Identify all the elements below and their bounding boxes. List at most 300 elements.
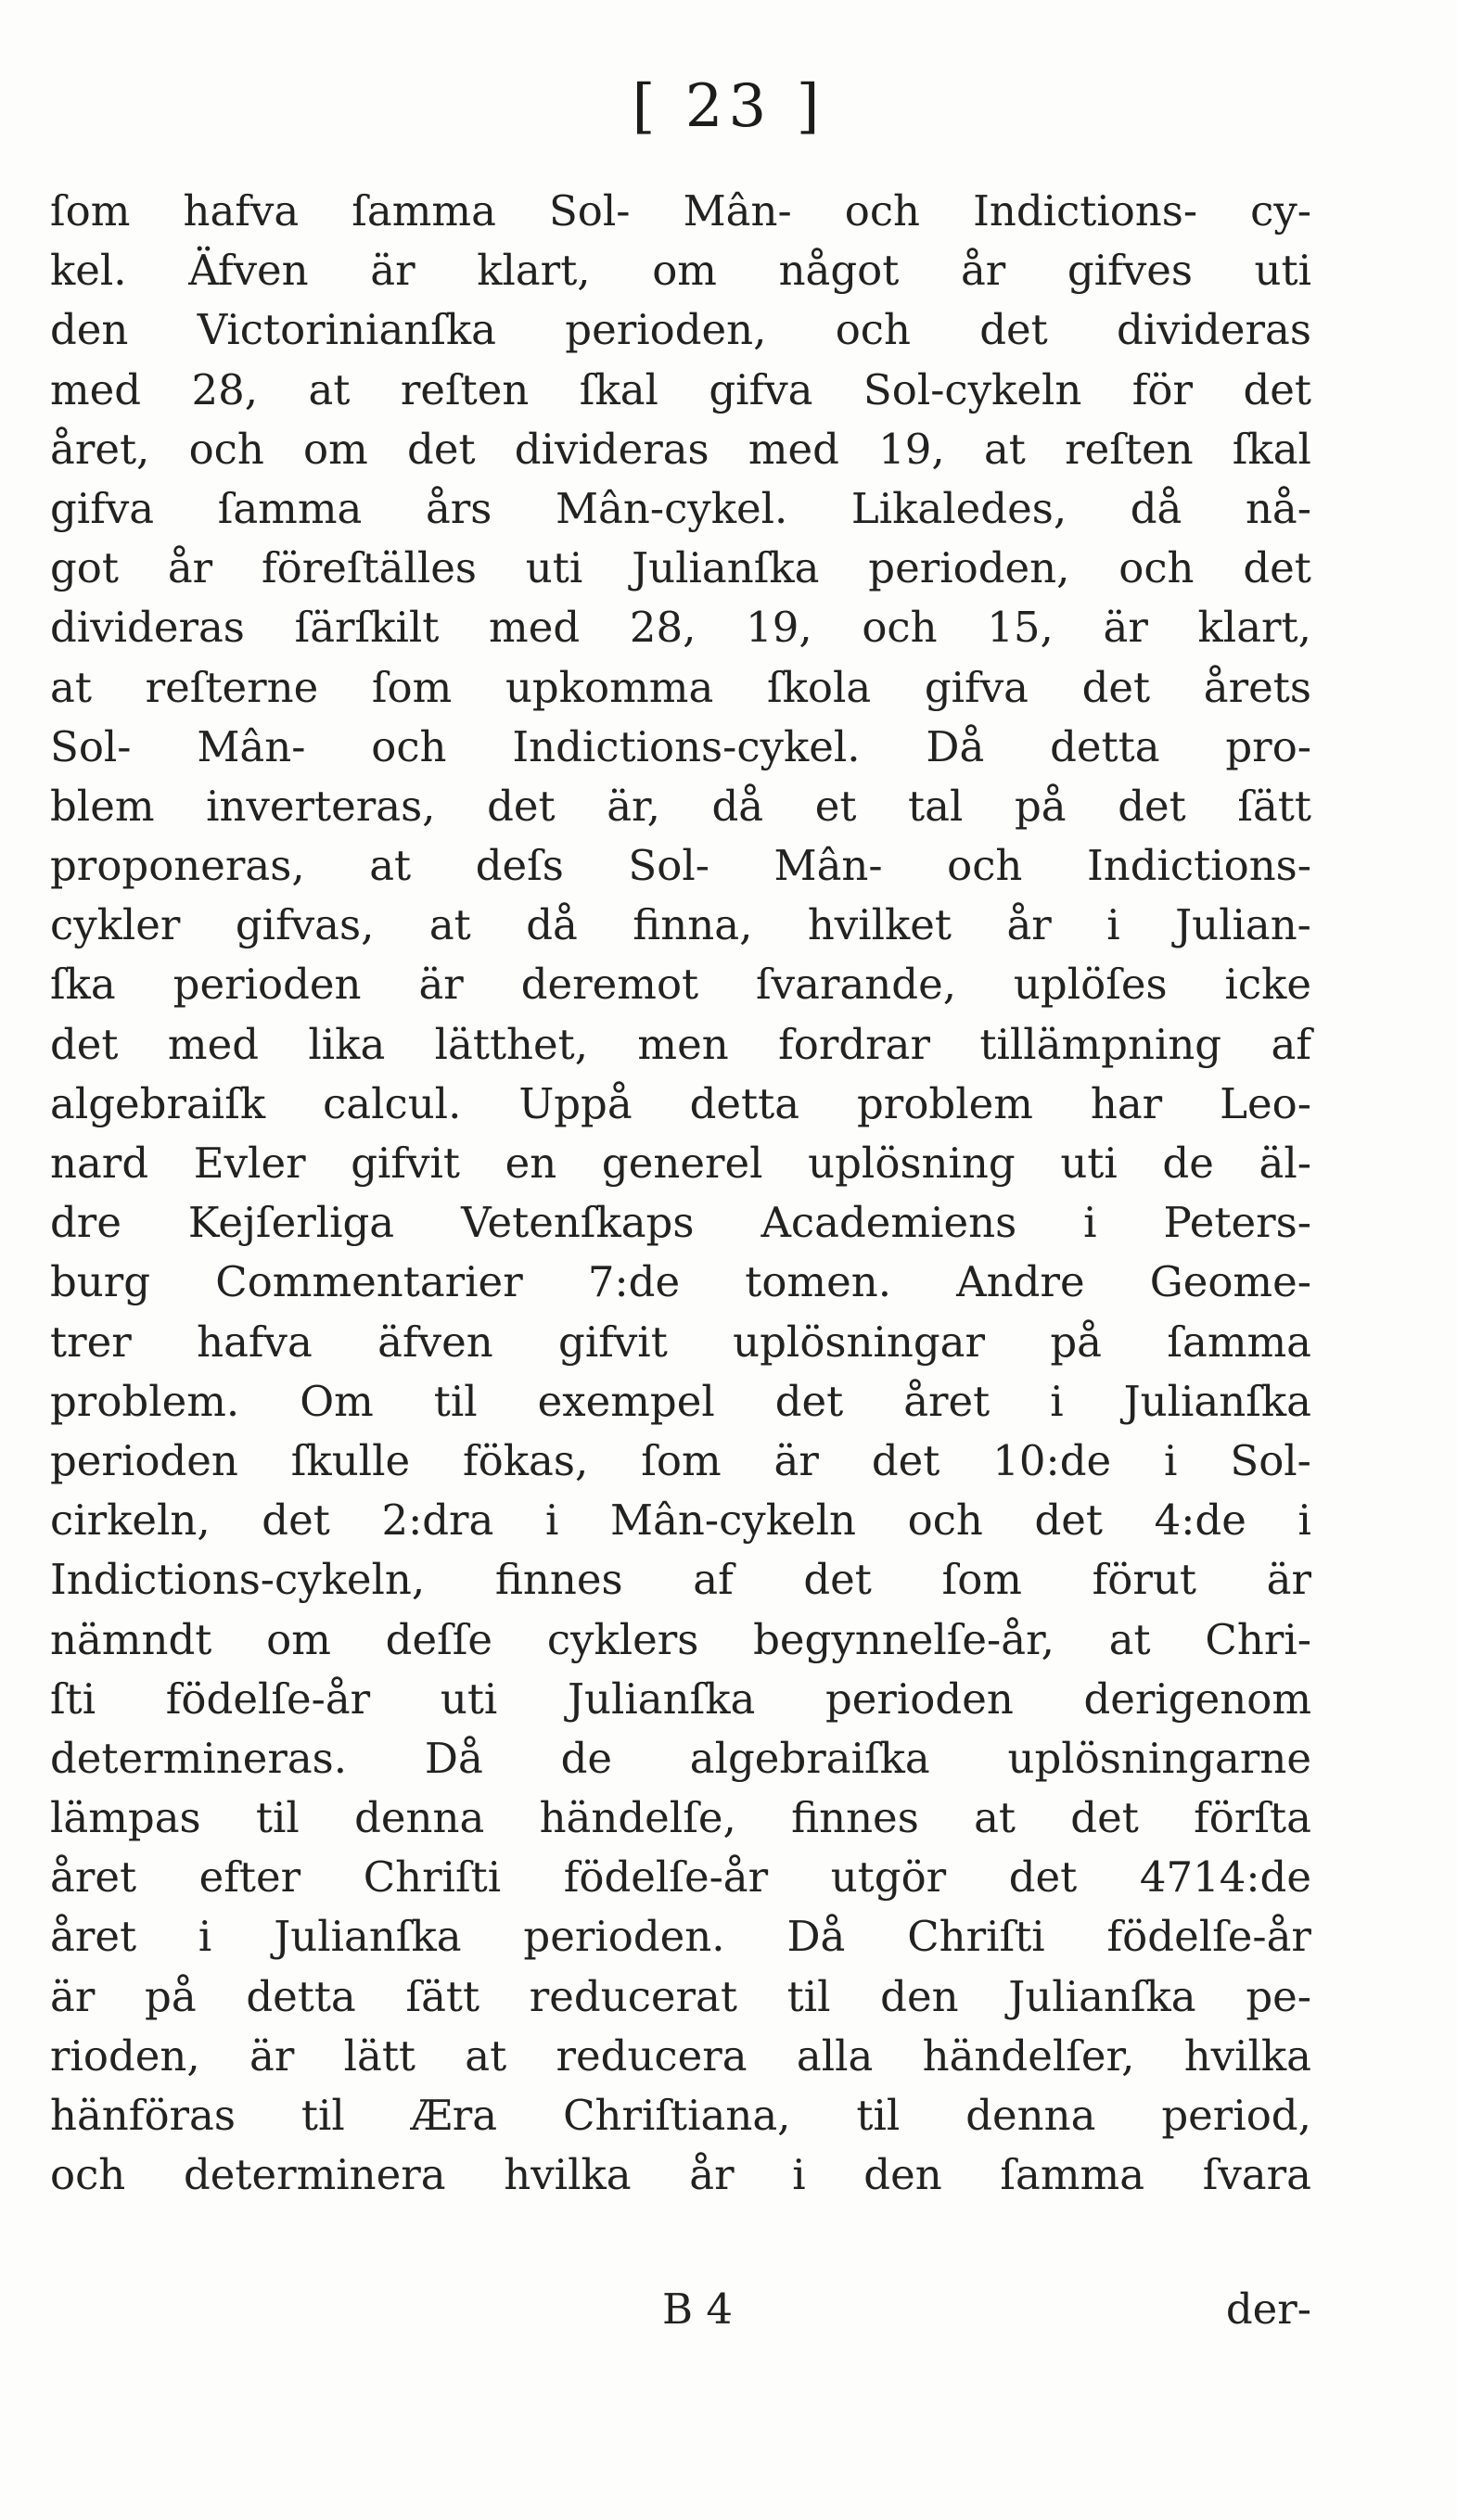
word: ſkulle xyxy=(290,1435,411,1485)
word: året xyxy=(903,1376,991,1426)
word: lika xyxy=(308,1019,386,1069)
word: det xyxy=(1008,1852,1078,1903)
word: hvilka xyxy=(504,2150,632,2200)
word: til xyxy=(255,1793,300,1843)
word: i xyxy=(792,2150,806,2200)
text-line xyxy=(50,361,1311,420)
word: det xyxy=(803,1555,872,1605)
word: det xyxy=(1243,543,1311,593)
word: hafva xyxy=(183,186,300,235)
word: problem xyxy=(857,1078,1033,1128)
word: då xyxy=(1130,483,1182,533)
signature-mark: B 4 xyxy=(662,2285,734,2334)
word: ſätt xyxy=(405,1971,480,2021)
word: gifvit xyxy=(558,1317,668,1367)
word: tal xyxy=(908,781,964,831)
word: detta xyxy=(1050,721,1160,771)
word: Mân- xyxy=(683,186,792,235)
word: Sol- xyxy=(1230,1435,1311,1485)
text-line xyxy=(50,896,1311,955)
word: året, xyxy=(50,424,150,474)
word: ſti xyxy=(50,1674,96,1724)
word: Julianſka xyxy=(1008,1971,1196,2021)
word: nå- xyxy=(1245,483,1311,533)
word: Indictions- xyxy=(973,186,1198,235)
word: finnes xyxy=(494,1555,623,1605)
body-text xyxy=(50,182,1311,2205)
word: perioden xyxy=(173,960,362,1010)
word: födelſe-år xyxy=(1106,1912,1311,1962)
word: händelſe, xyxy=(539,1793,736,1843)
word: trer xyxy=(50,1317,132,1367)
word: på xyxy=(145,1971,197,2021)
text-line xyxy=(50,1432,1311,1491)
word: nämndt xyxy=(50,1614,212,1664)
word: Geome- xyxy=(1149,1257,1311,1307)
word: ſom xyxy=(371,662,453,712)
word: i xyxy=(1083,1198,1097,1248)
word: Då xyxy=(786,1912,846,1962)
text-line xyxy=(50,1313,1311,1372)
word: och xyxy=(371,721,447,771)
word: en xyxy=(505,1139,557,1188)
word: Chriſti xyxy=(907,1912,1045,1962)
word: det xyxy=(262,1495,330,1546)
text-line xyxy=(50,836,1311,896)
word: ſätt xyxy=(1237,781,1311,831)
word: Mân-cykeln xyxy=(610,1495,856,1546)
word: gifva xyxy=(50,483,155,533)
word: generel xyxy=(601,1139,763,1188)
text-line xyxy=(50,1967,1311,2027)
word: de xyxy=(560,1733,612,1783)
word: inverteras, xyxy=(206,781,436,831)
word: det xyxy=(1070,1793,1139,1843)
word: ſärſkilt xyxy=(294,603,440,653)
word: ſkal xyxy=(579,364,658,414)
word: at xyxy=(465,2030,507,2081)
text-line xyxy=(50,241,1311,300)
word: at xyxy=(308,364,351,414)
text-line xyxy=(50,777,1311,836)
word: Äfven xyxy=(188,246,309,296)
word: Leo- xyxy=(1220,1078,1311,1128)
word: cykler xyxy=(50,900,181,950)
word: Mân-cykel. xyxy=(555,483,788,533)
word: finnes xyxy=(791,1793,919,1843)
word: burg xyxy=(50,1257,151,1307)
text-line xyxy=(50,420,1311,479)
word: med xyxy=(167,1019,260,1069)
word: lätthet, xyxy=(434,1019,589,1069)
word: men xyxy=(637,1019,729,1069)
word: och xyxy=(50,2150,126,2200)
word: för xyxy=(1131,364,1194,414)
text-line xyxy=(50,658,1311,718)
word: Julianſka xyxy=(567,1674,756,1724)
text-line xyxy=(50,1134,1311,1193)
text-line xyxy=(50,1729,1311,1788)
word: blem xyxy=(50,781,155,831)
word: til xyxy=(433,1376,478,1426)
word: ſom xyxy=(641,1435,722,1485)
word: uplöſes xyxy=(1013,960,1168,1010)
word: gifva xyxy=(709,364,813,414)
word: Uppå xyxy=(518,1078,633,1128)
word: händelſer, xyxy=(922,2030,1135,2081)
text-line xyxy=(50,718,1311,777)
word: 19, xyxy=(746,603,812,653)
text-line xyxy=(50,182,1311,241)
word: ſka xyxy=(50,960,116,1010)
word: reducerat xyxy=(529,1971,737,2021)
text-line xyxy=(50,1788,1311,1848)
word: 2:dra xyxy=(381,1495,494,1546)
word: reducera xyxy=(556,2030,748,2081)
word: ſamma xyxy=(217,483,363,533)
text-line xyxy=(50,955,1311,1014)
word: Vetenſkaps xyxy=(461,1198,695,1248)
word: at xyxy=(1108,1614,1151,1664)
word: deſs xyxy=(475,841,564,891)
word: Evler xyxy=(193,1139,306,1188)
word: Sol- xyxy=(548,186,631,235)
word: deremot xyxy=(520,960,699,1010)
word: och xyxy=(844,186,921,235)
word: är xyxy=(50,1971,96,2021)
text-line xyxy=(50,2086,1311,2145)
word: hafva xyxy=(197,1317,313,1367)
word: Då xyxy=(424,1733,483,1783)
word: i xyxy=(1297,1495,1311,1546)
word: Sol- xyxy=(50,721,132,771)
word: 4714:de xyxy=(1139,1852,1311,1903)
catchword: der- xyxy=(1225,2285,1311,2334)
word: ſvara xyxy=(1202,2150,1311,2200)
word: Om xyxy=(300,1376,374,1426)
word: at xyxy=(974,1793,1016,1843)
word: Chriſtiana, xyxy=(563,2091,791,2140)
word: til xyxy=(786,1971,831,2021)
word: finna, xyxy=(633,900,753,950)
word: gifves xyxy=(1067,246,1193,296)
text-line xyxy=(50,1610,1311,1670)
word: icke xyxy=(1224,960,1311,1010)
word: Julian- xyxy=(1175,900,1311,950)
word: pro- xyxy=(1225,721,1311,771)
word: begynnelſe-år, xyxy=(753,1614,1054,1664)
word: deſſe xyxy=(385,1614,493,1664)
word: med xyxy=(50,364,142,414)
word: denna xyxy=(354,1793,485,1843)
text-line xyxy=(50,1075,1311,1134)
word: året xyxy=(50,1912,137,1962)
word: Likaledes, xyxy=(850,483,1067,533)
word: om xyxy=(303,424,368,474)
word: got xyxy=(50,543,119,593)
word: är xyxy=(773,1435,819,1485)
word: har xyxy=(1090,1078,1163,1128)
word: exempel xyxy=(537,1376,715,1426)
word: at xyxy=(428,900,471,950)
text-line xyxy=(50,2027,1311,2086)
word: klart, xyxy=(477,246,591,296)
word: pe- xyxy=(1246,1971,1311,2021)
word: uplösning xyxy=(808,1139,1016,1188)
word: divideras xyxy=(50,603,245,653)
word: Victorinianſka xyxy=(197,305,497,355)
word: perioden xyxy=(824,1674,1014,1724)
word: det xyxy=(50,1019,119,1069)
text-line xyxy=(50,300,1311,360)
word: uti xyxy=(1060,1139,1118,1188)
word: förſta xyxy=(1194,1793,1311,1843)
word: med xyxy=(748,424,839,474)
word: och xyxy=(835,305,911,355)
word: Commentarier xyxy=(215,1257,523,1307)
word: alla xyxy=(796,2030,874,2081)
word: detta xyxy=(689,1078,800,1128)
word: födelſe-år xyxy=(165,1674,371,1724)
word: period, xyxy=(1161,2091,1311,2140)
word: Indictions-cykeln, xyxy=(50,1555,426,1605)
word: 4:de xyxy=(1154,1495,1246,1546)
text-line xyxy=(50,1907,1311,1966)
text-line xyxy=(50,539,1311,598)
word: Academiens xyxy=(760,1198,1017,1248)
word: något xyxy=(778,246,900,296)
word: hänföras xyxy=(50,2091,236,2140)
text-line xyxy=(50,598,1311,657)
word: är xyxy=(1103,603,1148,653)
word: algebraiſk xyxy=(50,1078,266,1128)
word: Peters- xyxy=(1163,1198,1311,1248)
word: i xyxy=(1050,1376,1064,1426)
word: är xyxy=(418,960,464,1010)
word: et xyxy=(814,781,857,831)
page-footer xyxy=(50,2285,1311,2349)
word: ſom xyxy=(50,186,131,235)
word: med xyxy=(489,603,581,653)
text-line xyxy=(50,1848,1311,1907)
word: Julianſka xyxy=(1123,1376,1311,1426)
word: 7:de xyxy=(587,1257,681,1307)
word: tillämpning xyxy=(979,1019,1222,1069)
word: determinera xyxy=(183,2150,446,2200)
text-line xyxy=(50,1670,1311,1729)
word: 15, xyxy=(987,603,1054,653)
word: Indictions-cykel. xyxy=(512,721,861,771)
word: då xyxy=(711,781,764,831)
word: uti xyxy=(440,1674,498,1724)
word: calcul. xyxy=(323,1078,462,1128)
word: derigenom xyxy=(1083,1674,1311,1724)
word: upkomma xyxy=(505,662,714,712)
word: algebraiſka xyxy=(689,1733,930,1783)
word: äfven xyxy=(377,1317,493,1367)
word: år xyxy=(960,246,1006,296)
word: året xyxy=(50,1852,137,1903)
word: klart, xyxy=(1197,603,1311,653)
word: och xyxy=(907,1495,983,1546)
word: i xyxy=(1164,1435,1178,1485)
text-line xyxy=(50,2145,1311,2205)
word: förut xyxy=(1092,1555,1196,1605)
word: at xyxy=(983,424,1026,474)
word: dre xyxy=(50,1198,121,1248)
word: at xyxy=(369,841,412,891)
word: determineras. xyxy=(50,1733,348,1783)
word: detta xyxy=(246,1971,356,2021)
word: Chri- xyxy=(1205,1614,1311,1664)
word: 10:de xyxy=(992,1435,1112,1485)
word: är, xyxy=(607,781,660,831)
word: reſten xyxy=(1065,424,1194,474)
word: 19, xyxy=(878,424,945,474)
word: gifvas, xyxy=(235,900,375,950)
word: födelſe-år xyxy=(563,1852,769,1903)
word: det xyxy=(1243,364,1311,414)
text-line xyxy=(50,1550,1311,1610)
word: at xyxy=(50,662,92,712)
text-line xyxy=(50,1253,1311,1312)
word: reſten xyxy=(400,364,530,414)
word: utgör xyxy=(830,1852,947,1903)
word: och xyxy=(188,424,264,474)
word: årets xyxy=(1203,662,1311,712)
word: proponeras, xyxy=(50,841,305,891)
word: år xyxy=(689,2150,735,2200)
word: reſterne xyxy=(145,662,319,712)
word: problem. xyxy=(50,1376,240,1426)
word: det xyxy=(1081,662,1151,712)
word: perioden xyxy=(50,1435,238,1485)
word: 28, xyxy=(191,364,259,414)
word: fökas, xyxy=(463,1435,589,1485)
word: cirkeln, xyxy=(50,1495,211,1546)
word: Æra xyxy=(410,2091,498,2140)
word: om xyxy=(266,1614,331,1664)
word: uplösningarne xyxy=(1007,1733,1311,1783)
word: är xyxy=(370,246,415,296)
word: i xyxy=(198,1912,212,1962)
word: Sol- xyxy=(628,841,709,891)
word: kel. xyxy=(50,246,127,296)
word: uplösningar xyxy=(733,1317,986,1367)
word: den xyxy=(880,1971,959,2021)
word: Mân- xyxy=(773,841,883,891)
word: gifva xyxy=(924,662,1029,712)
word: uti xyxy=(525,543,583,593)
word: Mân- xyxy=(197,721,306,771)
word: det xyxy=(871,1435,940,1485)
word: det xyxy=(487,781,556,831)
word: af xyxy=(1271,1019,1311,1069)
word: fordrar xyxy=(778,1019,931,1069)
word: divideras xyxy=(514,424,709,474)
word: ſkola xyxy=(766,662,872,712)
word: hvilka xyxy=(1183,2030,1311,2081)
word: gifvit xyxy=(351,1139,460,1188)
word: nard xyxy=(50,1139,149,1188)
page-number: [ 23 ] xyxy=(632,72,825,141)
word: Indictions- xyxy=(1086,841,1311,891)
word: ſamma xyxy=(351,186,496,235)
word: den xyxy=(50,305,129,355)
text-line xyxy=(50,1491,1311,1550)
word: äl- xyxy=(1259,1139,1311,1188)
word: Andre xyxy=(956,1257,1085,1307)
word: til xyxy=(300,2091,345,2140)
word: om xyxy=(652,246,717,296)
text-line xyxy=(50,1372,1311,1432)
word: Julianſka xyxy=(274,1912,462,1962)
word: perioden. xyxy=(523,1912,725,1962)
word: det xyxy=(774,1376,844,1426)
word: lätt xyxy=(343,2030,416,2081)
word: cy- xyxy=(1250,186,1311,235)
word: föreſtälles xyxy=(261,543,477,593)
word: perioden, xyxy=(868,543,1070,593)
text-line xyxy=(50,1193,1311,1253)
word: ſamma xyxy=(1167,1317,1311,1367)
word: är xyxy=(1266,1555,1311,1605)
word: och xyxy=(1118,543,1195,593)
word: det xyxy=(407,424,476,474)
word: Kejſerliga xyxy=(187,1198,395,1248)
word: den xyxy=(863,2150,942,2200)
word: ſom xyxy=(941,1555,1022,1605)
word: uti xyxy=(1254,246,1311,296)
word: ſvarande, xyxy=(756,960,957,1010)
word: efter xyxy=(198,1852,301,1903)
word: och xyxy=(862,603,938,653)
text-line xyxy=(50,479,1311,539)
word: års xyxy=(425,483,492,533)
word: det xyxy=(1118,781,1186,831)
word: i xyxy=(1106,900,1120,950)
word: perioden, xyxy=(565,305,767,355)
word: lämpas xyxy=(50,1793,201,1843)
word: tomen. xyxy=(745,1257,892,1307)
word: på xyxy=(1014,781,1067,831)
word: då xyxy=(526,900,578,950)
word: 28, xyxy=(629,603,697,653)
word: är xyxy=(249,2030,295,2081)
word: ſkal xyxy=(1232,424,1311,474)
word: hvilket xyxy=(807,900,952,950)
word: de xyxy=(1162,1139,1214,1188)
word: Chriſti xyxy=(363,1852,502,1903)
word: det xyxy=(1034,1495,1104,1546)
word: ſamma xyxy=(1000,2150,1145,2200)
word: denna xyxy=(965,2091,1096,2140)
word: det xyxy=(979,305,1048,355)
word: och xyxy=(947,841,1023,891)
word: år xyxy=(167,543,213,593)
word: Julianſka xyxy=(632,543,820,593)
word: på xyxy=(1050,1317,1102,1367)
word: i xyxy=(544,1495,559,1546)
word: rioden, xyxy=(50,2030,200,2081)
word: år xyxy=(1006,900,1052,950)
word: Då xyxy=(926,721,985,771)
text-line xyxy=(50,1015,1311,1075)
word: Sol-cykeln xyxy=(863,364,1082,414)
word: af xyxy=(693,1555,734,1605)
word: til xyxy=(856,2091,901,2140)
word: divideras xyxy=(1117,305,1311,355)
